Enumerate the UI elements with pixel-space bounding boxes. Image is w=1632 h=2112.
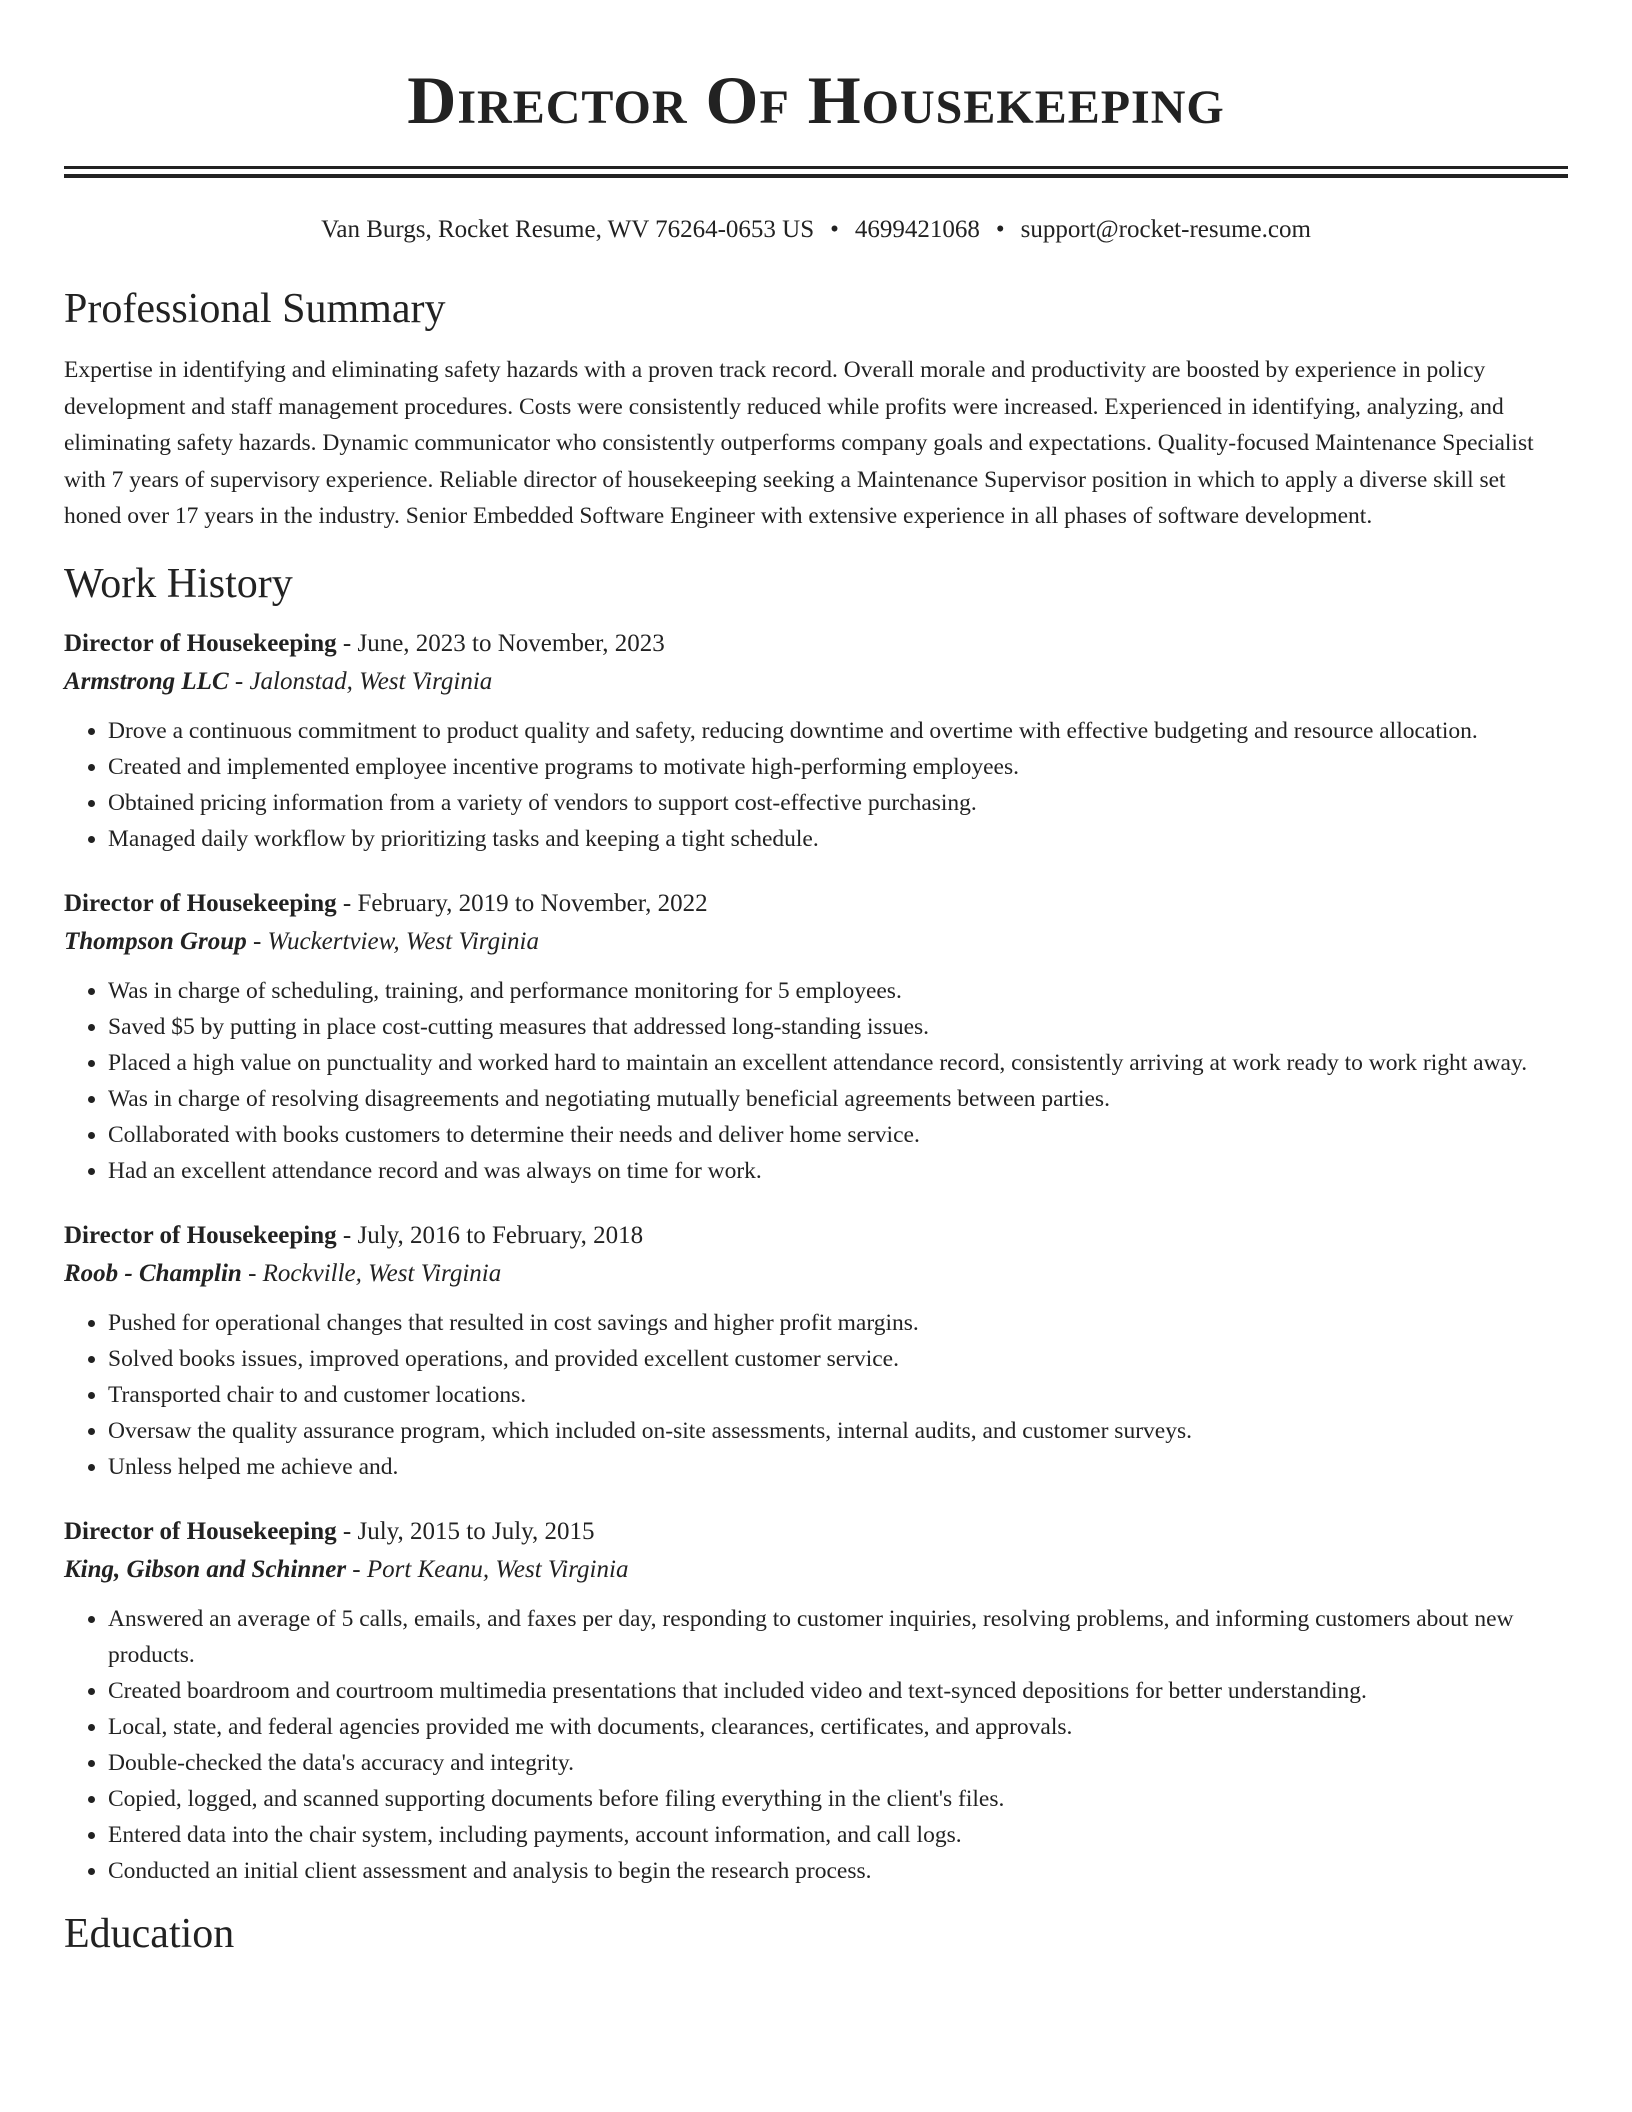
job-company-line [64,1551,1568,1589]
job-dates: - June, 2023 to November, 2023 [336,629,665,657]
job-entry [64,625,1568,857]
job-location: - Port Keanu, West Virginia [346,1555,629,1583]
job-bullet: • Saved $5 by putting in place cost-cutting measures that addressed long-standing issues. [108,1009,1568,1045]
job-location: - Rockville, West Virginia [241,1259,502,1287]
job-title-line [64,1217,1568,1255]
job-title-line [64,625,1568,663]
job-company: Roob - Champlin [64,1259,242,1287]
job-company-line [64,923,1568,961]
job-bullet: • Was in charge of scheduling, training, and performance monitoring for 5 employees. [108,973,1568,1009]
job-company-line [64,1255,1568,1293]
job-bullet: • Local, state, and federal agencies provided me with documents, clearances, certificates, and approvals. [108,1709,1568,1745]
job-bullet: • Copied, logged, and scanned supporting documents before filing everything in the client's files. [108,1781,1568,1817]
contact-separator: • [995,216,1005,243]
job-role: Director of Housekeeping [64,1517,337,1545]
contact-email[interactable]: support@rocket-resume.com [1020,216,1311,243]
job-entry [64,1217,1568,1485]
job-bullet: • Double-checked the data's accuracy and integrity. [108,1745,1568,1781]
contact-separator: • [830,216,839,243]
job-dates: - July, 2016 to February, 2018 [336,1221,644,1249]
job-bullet: • Entered data into the chair system, including payments, account information, and call logs. [108,1817,1568,1853]
job-company: Thompson Group [64,927,247,955]
education-heading: Education [64,1910,235,1957]
job-title-line [64,885,1568,923]
job-entry [64,1513,1568,1889]
contact-phone: 4699421068 [854,216,980,243]
job-bullet: • Drove a continuous commitment to product quality and safety, reducing downtime and overtime with effective budgeting and resource allocation. [108,713,1568,749]
job-bullet: • Created boardroom and courtroom multimedia presentations that included video and text-synced depositions for better understanding. [108,1673,1568,1709]
job-bullet: • Solved books issues, improved operations, and provided excellent customer service. [108,1341,1568,1377]
contact-line [64,214,1568,246]
work-history-heading: Work History [64,560,293,607]
job-bullet: • Collaborated with books customers to determine their needs and deliver home service. [108,1117,1568,1153]
job-bullet: • Created and implemented employee incentive programs to motivate high-performing employees. [108,749,1568,785]
job-bullet: • Obtained pricing information from a variety of vendors to support cost-effective purchasing. [108,785,1568,821]
resume-title: Director Of Housekeeping [407,62,1225,138]
job-bullet: • Had an excellent attendance record and was always on time for work. [108,1153,1568,1189]
job-bullet: • Pushed for operational changes that resulted in cost savings and higher profit margins. [108,1305,1568,1341]
job-bullet: • Placed a high value on punctuality and worked hard to maintain an excellent attendance record, consistently arriving at work ready to work right away. [108,1045,1568,1081]
job-location: - Wuckertview, West Virginia [246,927,540,955]
job-bullets [64,973,1568,1189]
job-bullets [64,1601,1568,1889]
job-bullets [64,713,1568,857]
job-company: King, Gibson and Schinner [64,1555,347,1583]
summary-heading: Professional Summary [64,286,446,332]
job-dates: - February, 2019 to November, 2022 [336,889,708,917]
job-bullet: • Conducted an initial client assessment and analysis to begin the research process. [108,1853,1568,1889]
job-bullets [64,1305,1568,1485]
job-bullet: • Unless helped me achieve and. [108,1449,1568,1485]
job-role: Director of Housekeeping [64,1221,337,1249]
job-role: Director of Housekeeping [64,889,337,917]
job-role: Director of Housekeeping [64,629,337,657]
job-company-line [64,663,1568,701]
job-entry [64,885,1568,1189]
job-bullet: • Was in charge of resolving disagreements and negotiating mutually beneficial agreements between parties. [108,1081,1568,1117]
summary-text: Expertise in identifying and eliminating safety hazards with a proven track record. Overall morale and productivity are boosted by experience in policy development and staff management procedures. Costs were consistently reduced while profits were increased. Experienced in identifying, analyzing, and eliminating safety hazards. Dynamic communicator who consistently outperforms company goals and expectations. Quality-focused Maintenance Specialist with 7 years of supervisory experience. Reliable director of housekeeping seeking a Maintenance Supervisor position in which to apply a diverse skill set honed over 17 years in the industry. Senior Embedded Software Engineer with extensive experience in all phases of software development. [64,357,1534,530]
job-bullet: • Managed daily workflow by prioritizing tasks and keeping a tight schedule. [108,821,1568,857]
job-bullet: • Answered an average of 5 calls, emails, and faxes per day, responding to customer inquiries, resolving problems, and informing customers about new products. [108,1601,1568,1673]
job-title-line [64,1513,1568,1551]
job-dates: - July, 2015 to July, 2015 [336,1517,595,1545]
title-divider [64,166,1568,178]
job-bullet: • Oversaw the quality assurance program, which included on-site assessments, internal audits, and customer surveys. [108,1413,1568,1449]
job-bullet: • Transported chair to and customer locations. [108,1377,1568,1413]
job-location: - Jalonstad, West Virginia [228,667,493,695]
contact-address: Van Burgs, Rocket Resume, WV 76264-0653 US [321,216,815,243]
job-company: Armstrong LLC [64,667,229,695]
